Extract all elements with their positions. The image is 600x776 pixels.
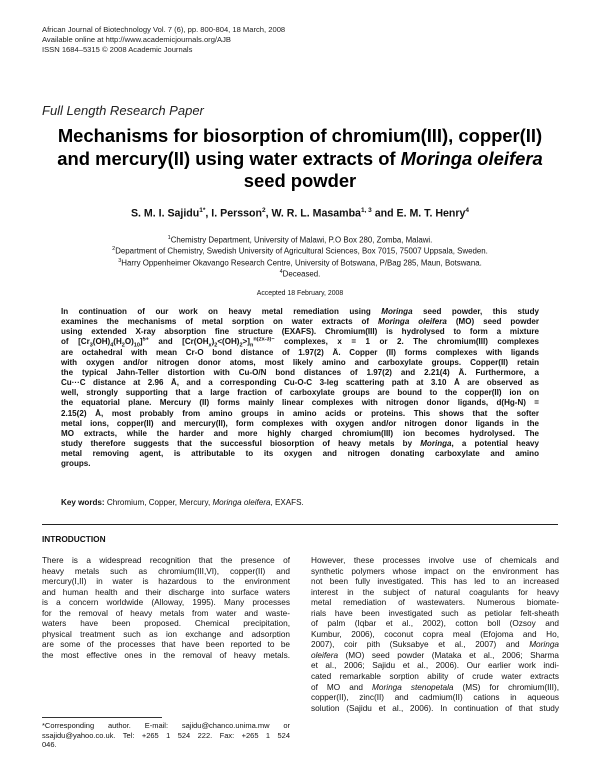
- affiliation: $^1$Chemistry Department, University of Malawi, P.O Box 280, Zomba, Malawi.: [167, 235, 433, 245]
- author: E. M. T. Henry: [396, 207, 466, 220]
- body-line: cated remarkable sorption ability of crude water extracts: [311, 672, 559, 682]
- author-affiliation-mark: 4: [465, 207, 470, 214]
- paper-title: [36, 125, 564, 193]
- author-affiliation-mark: 2: [261, 207, 266, 214]
- abstract-line: Cu···C distance at 2.96 Å, and a corresponding Cu-O-C 3-leg scattering path at 3.10 Å are observed as: [61, 378, 539, 388]
- body-line: waters have been proposed. Chemical precipitation,: [42, 619, 290, 629]
- body-line: of palm (Iqbar et al., 2002), cotton boll (Ozsoy and: [311, 619, 559, 629]
- footnote-line: 046.: [42, 740, 57, 750]
- body-line: interest in the subject of natural coagulants for heavy: [311, 587, 559, 597]
- body-line: is a concern worldwide (Alloway, 1995). Many processes: [42, 598, 290, 608]
- abstract-line: are octahedral with mean Cr-O bond distance of 1.97(2) Å. Copper (II) forms complexes with ligands: [61, 347, 539, 357]
- author-affiliation-mark: 1, 3: [360, 207, 372, 214]
- abstract-line: with oxygen and/or nitrogen donor atoms, most likely amino and carboxylate groups. Copper(II) retain: [61, 357, 539, 367]
- author: I. Persson: [211, 207, 262, 220]
- body-line: physical treatment such as ion exchange and adsorption: [42, 629, 290, 639]
- abstract: [61, 307, 539, 470]
- author-affiliation-mark: 1*: [199, 207, 206, 214]
- section-heading: INTRODUCTION: [42, 534, 106, 544]
- body-line: copper(II), zinc(II) and cadmium(II) cations in aqueous: [311, 693, 559, 703]
- abstract-line: In continuation of our work on heavy metal remediation using Moringa seed powder, this study: [61, 307, 539, 316]
- author: W. R. L. Masamba: [271, 207, 361, 220]
- author: S. M. I. Sajidu: [130, 207, 200, 220]
- paper-type: Full Length Research Paper: [42, 103, 204, 118]
- abstract-line: MO extracts, while the harder and more highly charged chromium(III) ion becomes hydrolysed. The: [61, 428, 539, 438]
- journal-issn: ISSN 1684–5315 © 2008 Academic Journals: [42, 45, 193, 55]
- body-line: solution (Sajidu et al., 2006). In continuation of that study: [311, 703, 559, 713]
- title-line: and mercury(II) using water extracts of Moringa oleifera: [57, 147, 543, 169]
- body-line: and human health and their discharge into surface waters: [42, 587, 290, 597]
- abstract-line: examines the mechanisms of metal sorption on water extracts of Moringa oleifera (MO) seed powder: [61, 317, 539, 327]
- body-column-right: [311, 556, 559, 714]
- affiliations: [36, 234, 564, 280]
- abstract-line: the equatorial plane. Mercury (II) forms mainly linear complexes with nitrogen donor ligands, d(Hg-N) =: [61, 398, 539, 408]
- author-list: S. M. I. Sajidu$^{1*}$, I. Persson$^2$, W. R. L. Masamba$^{1, 3}$ and E. M. T. Henry$^4$: [130, 207, 470, 220]
- abstract-line: 2.15(2) Å, most probably from amino groups in amino acids or proteins. This shows that the softer: [61, 408, 539, 418]
- corresponding-author-footnote: [42, 721, 290, 750]
- keywords: Key words: Chromium, Copper, Mercury, Moringa oleifera, EXAFS.: [61, 498, 304, 507]
- journal-citation: African Journal of Biotechnology Vol. 7 (6), pp. 800-804, 18 March, 2008: [42, 25, 286, 34]
- body-line: not been fully investigated. This has led to an increased: [311, 577, 559, 587]
- body-line: of MO and Moringa stenopetala (MS) for chromium(III),: [311, 682, 559, 692]
- body-line: for the removal of heavy metals from water and waste-: [42, 608, 290, 618]
- section-divider: [42, 524, 558, 525]
- journal-online-link[interactable]: Available online at http://www.academicjournals.org/AJB: [42, 35, 231, 45]
- abstract-line: metal ions, copper(II) and mercury(II), form complexes with oxygen and/or nitrogen donor ligands in the: [61, 418, 539, 428]
- abstract-line: groups.: [61, 459, 91, 469]
- body-line: the most effective ones in the removal of heavy metals.: [42, 650, 290, 660]
- abstract-line: study therefore suggests that the successful biosorption of heavy metals by Moringa, a potential heavy: [61, 439, 539, 449]
- body-line: metal remediation of wastewaters. Numerous biomate-: [311, 598, 559, 608]
- body-line: mercury(I,II) in water is hazardous to the environment: [42, 577, 290, 587]
- body-line: There is a widespread recognition that the presence of: [42, 556, 290, 565]
- body-column-left: [42, 556, 290, 661]
- species-name: Moringa oleifera: [400, 147, 543, 169]
- body-line: rials have been investigated such as petiolar felt-sheath: [311, 608, 559, 618]
- body-line: oleifera (MO) seed powder (Mataka et al., 2006; Sharma: [311, 650, 559, 660]
- abstract-line: well, strongly supporting that a large fraction of carboxylate groups are bound to the copper(II) ion on: [61, 388, 539, 398]
- keywords-label: Key words:: [61, 498, 105, 507]
- affiliation: $^4$Deceased.: [279, 269, 321, 279]
- title-line: Mechanisms for biosorption of chromium(III), copper(II): [57, 125, 543, 146]
- body-line: are some of the processes that have been reported to be: [42, 640, 290, 650]
- abstract-line: using extended X-ray absorption fine structure (EXAFS). Chromium(III) is hydrolysed to form a mixture: [61, 327, 539, 337]
- footnote-line[interactable]: *Corresponding author. E-mail: sajidu@chanco.unima.mw or: [42, 721, 290, 730]
- accepted-date: Accepted 18 February, 2008: [256, 290, 344, 297]
- footnote-divider: [42, 717, 162, 718]
- abstract-line: the typical Jahn-Teller distortion with Cu-O/N bond distances of 1.97(2) and 2.21(4) Å. Furthermore, a: [61, 367, 539, 377]
- footnote-line[interactable]: ssajidu@yahoo.co.uk. Tel: +265 1 524 222. Fax: +265 1 524: [42, 730, 290, 740]
- affiliation: $^2$Department of Chemistry, Swedish University of Agricultural Sciences, Box 7015, 75007 Uppsala, Sweden.: [112, 246, 488, 257]
- body-line: However, these processes involve use of chemicals and: [311, 556, 559, 565]
- affiliation: $^3$Harry Oppenheimer Okavango Research Centre, University of Botswana, P/Bag 285, Maun, Botswana.: [118, 257, 482, 268]
- body-line: 2007), coir pith (Suksabye et al., 2007) and Moringa: [311, 640, 559, 650]
- journal-header: [42, 25, 285, 56]
- body-line: Kumbur, 2006), coconut copra meal (Efojoma and Ho,: [311, 629, 559, 639]
- title-line: seed powder: [243, 170, 357, 191]
- body-line: synthetic polymers whose impact on the environment has: [311, 566, 559, 576]
- abstract-line: of $[Cr_3(OH)_4(H_2O)_{10}]^{5+}$ and $[Cr(OH_x)_2<(OH)_2>]_n^{n(2x-3)-}$ complexes, x = 1 or 2. The chromium(III) complexes: [61, 337, 539, 348]
- body-line: et al., 2006; Sajidu et al., 2006). Our earlier work indi-: [311, 661, 559, 671]
- abstract-line: metal removing agent, is attributable to its oxygen and nitrogen donating carboxylate and amino: [61, 449, 539, 459]
- body-line: heavy metals such as chromium(III,VI), copper(II) and: [42, 566, 290, 576]
